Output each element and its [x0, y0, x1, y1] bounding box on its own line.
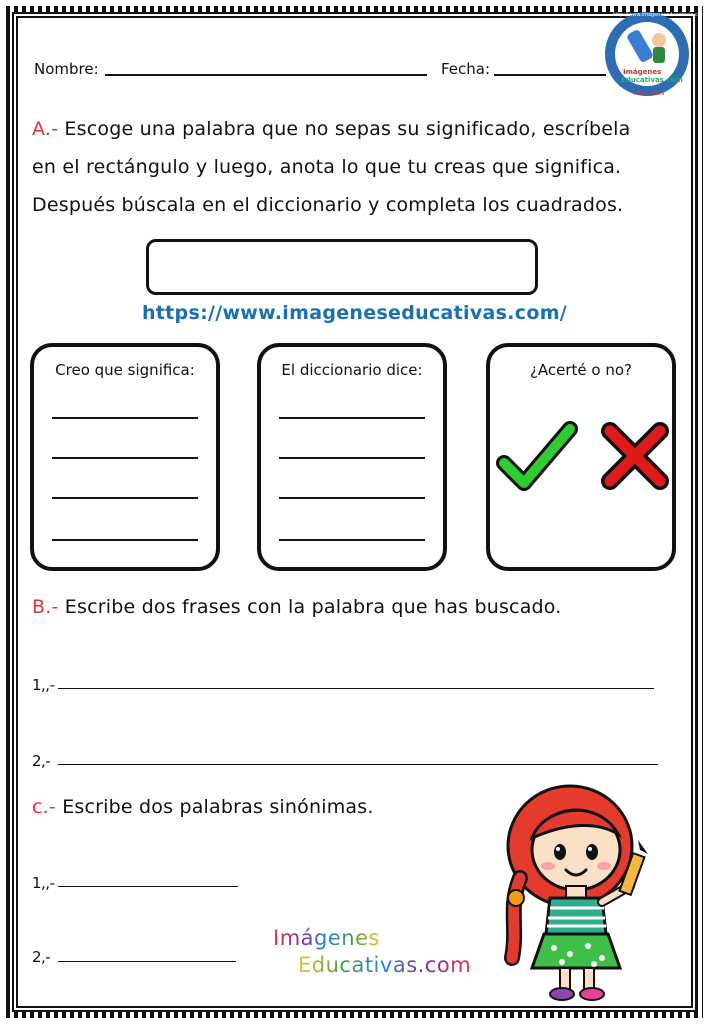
section-b-heading	[32, 588, 562, 626]
girl-illustration	[498, 778, 670, 1004]
badge-brand-top: Imágenes	[623, 68, 662, 76]
card-dictionary-line[interactable]	[279, 539, 425, 541]
name-label: Nombre:	[34, 60, 99, 78]
section-b-item2-label: 2,-	[32, 752, 51, 770]
card-dictionary-line[interactable]	[279, 417, 425, 419]
cross-icon[interactable]	[600, 423, 670, 489]
section-c-item2-line[interactable]	[58, 961, 236, 962]
footer-logo-line2	[298, 953, 471, 977]
date-label: Fecha:	[441, 60, 491, 78]
section-b-item1-label: 1,,-	[32, 676, 55, 694]
section-b-marker: B.-	[32, 596, 59, 618]
badge-tagline: Materiales	[633, 90, 665, 97]
footer-logo-line2-text: Educativas.com	[298, 953, 472, 977]
card-dictionary-line[interactable]	[279, 457, 425, 459]
card-dictionary-line[interactable]	[279, 497, 425, 499]
section-a-line3: Después búscala en el diccionario y completa los cuadrados.	[32, 194, 624, 216]
site-url: https://www.imageneseducativas.com/	[141, 302, 568, 324]
card-result	[486, 343, 676, 571]
section-c-item1-line[interactable]	[58, 886, 238, 887]
card-dictionary-title: El diccionario dice:	[281, 361, 423, 379]
brand-badge	[603, 10, 708, 98]
word-rectangle[interactable]	[146, 239, 538, 295]
card-guess-line[interactable]	[52, 497, 198, 499]
section-b-item2-line[interactable]	[58, 764, 658, 765]
card-guess-line[interactable]	[52, 417, 198, 419]
section-a-marker: A.-	[32, 118, 59, 140]
section-c-marker: c.-	[32, 796, 56, 818]
card-guess-line[interactable]	[52, 457, 198, 459]
footer-logo-line1-text: Imágenes	[273, 926, 380, 950]
section-c-item2-label: 2,-	[32, 948, 51, 966]
section-c-text: Escribe dos palabras sinónimas.	[62, 796, 374, 818]
section-b-text: Escribe dos frases con la palabra que has buscado.	[64, 596, 562, 618]
section-c-item1-label: 1,,-	[32, 874, 55, 892]
badge-brand-bottom: Educativas.com	[621, 76, 683, 84]
name-field[interactable]	[105, 74, 427, 76]
footer-logo-line1	[273, 926, 380, 950]
section-b-item1-line[interactable]	[58, 688, 654, 689]
card-dictionary	[257, 343, 447, 571]
card-result-title: ¿Acerté o no?	[529, 361, 633, 379]
section-a-line2: en el rectángulo y luego, anota lo que tu creas que significa.	[32, 156, 622, 178]
card-guess	[30, 343, 220, 571]
section-a-line1: Escoge una palabra que no sepas su significado, escríbela	[64, 118, 631, 140]
date-field[interactable]	[494, 74, 606, 76]
section-a-instructions	[32, 110, 682, 224]
card-guess-title: Creo que significa:	[55, 361, 195, 379]
badge-arc-text: http://www.imageneseducativas.com/	[613, 12, 708, 18]
section-c-heading	[32, 788, 374, 826]
card-guess-line[interactable]	[52, 539, 198, 541]
check-icon[interactable]	[498, 421, 576, 493]
